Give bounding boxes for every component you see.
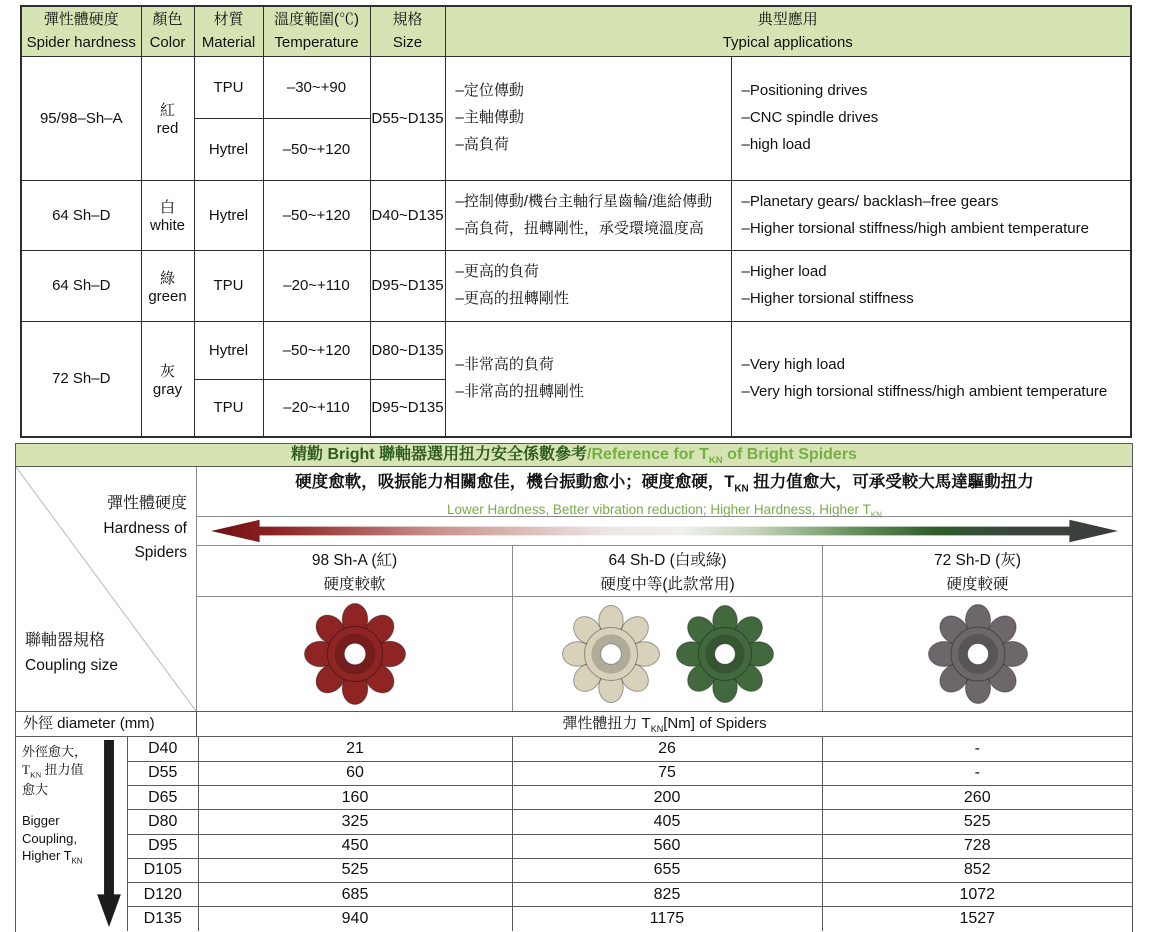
header-apps-zh: 典型應用 [757,11,818,29]
torque-table-body [16,737,1132,931]
torque-row [128,810,1132,834]
cell-apps-zh [445,180,731,251]
hardness-note-en: Lower Hardness, Better vibration reduction; Higher Hardness, Higher $T_{KN}$ [447,502,882,520]
header-hardness-en: Spider hardness [26,34,136,52]
torque-values-table [128,737,1132,931]
cell-temperature: –20~+110 [263,251,370,322]
header-temp-zh: 溫度範圍(℃) [274,11,359,29]
col-header-applications [445,6,1131,56]
torque-value-cell: 26 [512,737,822,761]
column-header-98sha: 98 Sh-A (紅) 硬度較軟 [311,552,398,594]
application-line: –非常高的負荷 [455,356,554,373]
torque-value-cell: - [822,761,1132,785]
cell-color-zh: 白 [159,199,175,217]
application-line: –更高的負荷 [455,263,539,280]
torque-value-cell: 450 [198,834,512,858]
application-line: –非常高的扭轉剛性 [455,383,584,401]
cell-size: D95~D135 [370,251,445,322]
white-spider-image [562,605,660,703]
torque-value-cell: 525 [198,858,512,882]
diameter-cell: D95 [128,834,198,858]
application-line: –Planetary gears/ backlash–free gears [741,192,999,210]
application-line: –Very high load [741,356,845,373]
table-row [21,56,1131,118]
torque-value-cell: 560 [512,834,822,858]
cell-temperature: –30~+90 [263,56,370,118]
application-line: –Positioning drives [741,81,868,99]
section-title-zh: 精勤 Bright 聯軸器選用扭力安全係數參考 [291,446,588,463]
header-material-en: Material [201,34,256,52]
cell-material: Hytrel [194,180,263,251]
spider-cell-red [197,597,512,711]
torque-value-cell: 825 [512,883,822,907]
application-line: –更高的扭轉剛性 [455,290,569,308]
cell-color [141,251,194,322]
col-header-hardness [21,6,141,56]
diameter-cell: D120 [128,883,198,907]
torque-table-header [16,711,1132,737]
torque-value-cell: 728 [822,834,1132,858]
hardness-of-spiders-label: 彈性體硬度 Hardness of Spiders [103,495,187,562]
cell-material: Hytrel [194,321,263,379]
torque-row [128,834,1132,858]
hardness-note [197,467,1132,520]
torque-value-cell: 21 [198,737,512,761]
reference-content [197,467,1132,711]
application-line: –high load [741,136,811,154]
header-temp-en: Temperature [274,34,359,52]
col-header-color [141,6,194,56]
cell-size: D40~D135 [370,180,445,251]
cell-temperature: –50~+120 [263,180,370,251]
torque-value-cell: 75 [512,761,822,785]
diameter-cell: D105 [128,858,198,882]
diameter-cell: D80 [128,810,198,834]
application-line: –主軸傳動 [455,108,524,126]
cell-material: Hytrel [194,118,263,180]
green-spider-image [676,605,774,703]
cell-apps-zh [445,321,731,437]
torque-value-cell: 655 [512,858,822,882]
tkn-reference-section [15,443,1133,932]
torque-row [128,858,1132,882]
cell-color [141,180,194,251]
torque-value-cell: 1175 [512,907,822,931]
cell-apps-en [731,180,1131,251]
column-header-72shd: 72 Sh-D (灰) 硬度較硬 [822,546,1132,596]
diameter-cell: D135 [128,907,198,931]
torque-row [128,907,1132,931]
application-line: –高負荷，扭轉剛性，承受環境溫度高 [455,219,704,237]
col-header-temperature [263,6,370,56]
row-label-cell [16,467,197,711]
header-color-zh: 顏色 [152,11,183,29]
spec-table-header [21,6,1131,56]
cell-color-en: white [149,217,186,235]
hardness-note-zh: 硬度愈軟，吸振能力相關愈佳，機台振動愈小；硬度愈硬，$T_{KN}$ 扭力值愈大，可承受較大馬達驅動扭力 [295,473,1034,495]
col-header-material [194,6,263,56]
diameter-cell: D40 [128,737,198,761]
section-title-en: /Reference for $T_{KN}$ of Bright Spiders [587,446,857,467]
gray-spider-image [928,604,1028,704]
application-line: –控制傳動/機台主軸行星齒輪/進給傳動 [455,192,713,210]
spider-column-headers [197,546,1132,596]
red-spider-image [304,603,406,705]
cell-color-en: red [156,120,179,137]
header-size-zh: 規格 [392,11,423,29]
cell-material: TPU [194,56,263,118]
torque-value-cell: 260 [822,786,1132,810]
coupling-size-label: 聯軸器規格 Coupling size [25,632,119,674]
cell-size: D55~D135 [370,56,445,180]
torque-value-cell: 1527 [822,907,1132,931]
torque-value-cell: 160 [198,786,512,810]
torque-value-cell: 60 [198,761,512,785]
header-apps-en: Typical applications [722,34,853,52]
cell-hardness: 64 Sh–D [21,251,141,322]
torque-value-cell: 525 [822,810,1132,834]
cell-hardness: 72 Sh–D [21,321,141,437]
cell-material: TPU [194,251,263,322]
cell-hardness: 64 Sh–D [21,180,141,251]
cell-color-en: green [148,287,187,305]
cell-temperature: –20~+110 [263,379,370,437]
application-line: –Very high torsional stiffness/high ambient temperature [741,383,1108,401]
hardness-gradient-arrow [209,519,1120,543]
torque-header: 彈性體扭力 $T_{KN}[Nm]$ of Spiders [562,715,767,734]
diameter-header: 外徑 diameter (mm) [16,712,197,736]
cell-apps-en [731,251,1131,322]
cell-apps-zh [445,56,731,180]
cell-color-en: gray [152,380,183,398]
section-title [16,444,1132,467]
hardness-gradient-band [197,516,1132,546]
application-line: –Higher torsional stiffness/high ambient temperature [741,219,1089,237]
column-header-64shd: 64 Sh-D (白或綠) 硬度中等(此款常用) [512,546,822,596]
table-row [21,251,1131,322]
header-material-zh: 材質 [213,11,244,29]
spider-cell-gray [822,597,1132,711]
torque-row [128,761,1132,785]
diameter-note-cell [16,737,128,931]
cell-color-zh: 紅 [159,102,175,119]
torque-value-cell: 852 [822,858,1132,882]
torque-value-cell: - [822,737,1132,761]
col-header-size [370,6,445,56]
header-color-en: Color [149,34,186,52]
cell-color-zh: 綠 [159,269,175,287]
torque-row [128,883,1132,907]
application-line: –定位傳動 [455,81,524,99]
table-row [21,321,1131,379]
cell-material: TPU [194,379,263,437]
cell-color [141,56,194,180]
application-line: –高負荷 [455,136,509,154]
header-size-en: Size [392,34,423,52]
torque-value-cell: 685 [198,883,512,907]
application-line: –Higher torsional stiffness [741,290,914,308]
spider-cell-white-green [512,597,822,711]
header-hardness-zh: 彈性體硬度 [43,11,119,29]
cell-size: D95~D135 [370,379,445,437]
torque-value-cell: 940 [198,907,512,931]
torque-row [128,786,1132,810]
reference-main [16,467,1132,711]
table-row [21,180,1131,251]
cell-hardness: 95/98–Sh–A [21,56,141,180]
diameter-cell: D55 [128,761,198,785]
diameter-cell: D65 [128,786,198,810]
diameter-note-en: Bigger Coupling, Higher $T_{KN}$ [22,813,83,866]
cell-temperature: –50~+120 [263,118,370,180]
cell-temperature: –50~+120 [263,321,370,379]
cell-apps-en [731,321,1131,437]
torque-value-cell: 200 [512,786,822,810]
cell-color [141,321,194,437]
application-line: –CNC spindle drives [741,108,879,126]
torque-row [128,737,1132,761]
torque-value-cell: 325 [198,810,512,834]
cell-apps-en [731,56,1131,180]
cell-color-zh: 灰 [159,362,175,380]
spider-images-row [197,596,1132,711]
torque-value-cell: 1072 [822,883,1132,907]
spider-spec-table [20,5,1132,438]
cell-size: D80~D135 [370,321,445,379]
bigger-coupling-down-arrow [96,740,122,928]
application-line: –Higher load [741,263,827,280]
diameter-note-zh: 外徑愈大， $T_{KN}$ 扭力值 愈大 [22,744,88,797]
torque-value-cell: 405 [512,810,822,834]
cell-apps-zh [445,251,731,322]
